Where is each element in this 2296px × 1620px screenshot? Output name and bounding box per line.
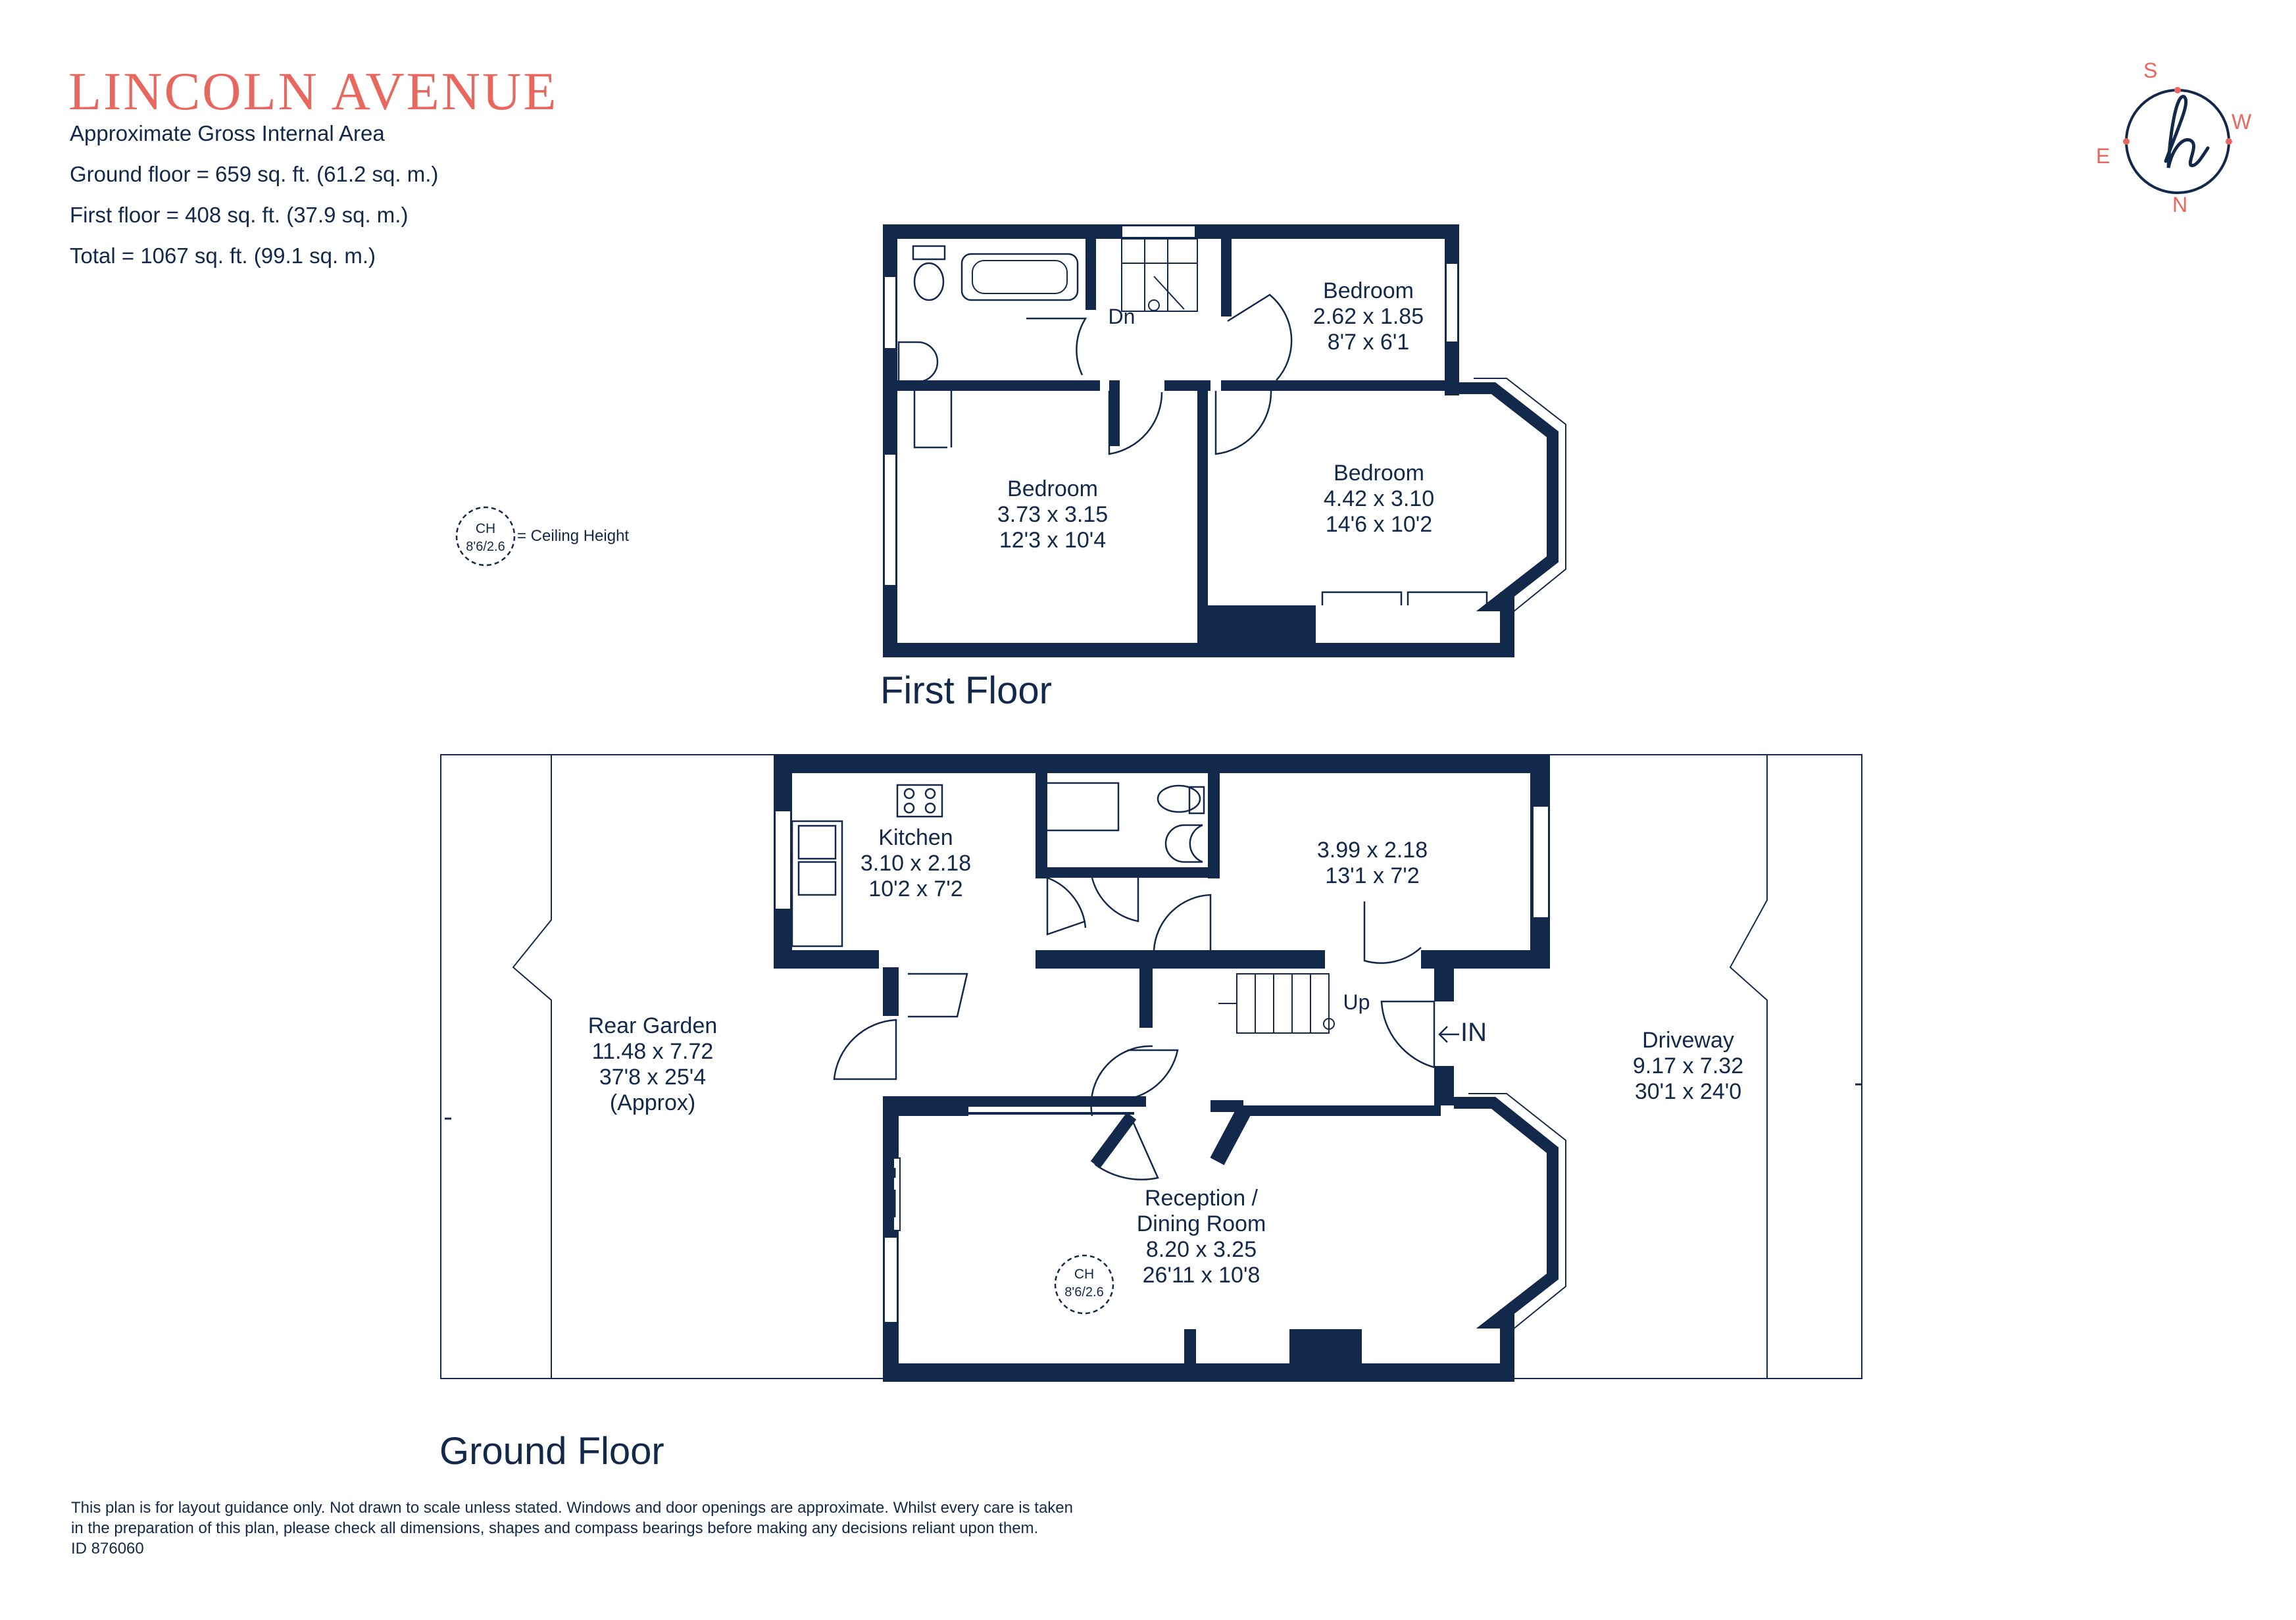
ff-bedroom-right-metric: 4.42 x 3.10 bbox=[1323, 486, 1435, 511]
hob-icon bbox=[897, 785, 942, 817]
gf-rear-garden-note: (Approx) bbox=[609, 1090, 696, 1115]
ch-legend-text: = Ceiling Height bbox=[517, 527, 630, 545]
reception-ch-marker bbox=[1055, 1255, 1113, 1313]
basin-icon bbox=[899, 342, 937, 382]
gf-stairs-label: Up bbox=[1343, 990, 1370, 1014]
gf-reception-ch-value: 8'6/2.6 bbox=[1064, 1285, 1104, 1300]
gf-driveway-imperial: 30'1 x 24'0 bbox=[1634, 1079, 1742, 1104]
ff-bedroom-small-imperial: 8'7 x 6'1 bbox=[1327, 330, 1410, 355]
ground-wc-fittings bbox=[1047, 783, 1204, 862]
disclaimer-id: ID 876060 bbox=[71, 1540, 144, 1557]
disclaimer bbox=[71, 1498, 1321, 1559]
ff-stairs-label: Dn bbox=[1108, 305, 1136, 328]
gf-front-room-imperial: 13'1 x 7'2 bbox=[1325, 863, 1420, 888]
disclaimer-line-2: in the preparation of this plan, please check all dimensions, shapes and compass bearings before making any decisions reliant upon them. bbox=[71, 1519, 1039, 1537]
ch-legend-value: 8'6/2.6 bbox=[466, 540, 505, 554]
compass-north: N bbox=[2172, 193, 2188, 216]
gf-rear-garden-imperial: 37'8 x 25'4 bbox=[599, 1065, 707, 1090]
ff-bedroom-right-name: Bedroom bbox=[1334, 461, 1424, 486]
ff-bedroom-small-name: Bedroom bbox=[1323, 278, 1414, 303]
toilet-icon bbox=[914, 263, 943, 300]
ground-floor-label: Ground Floor bbox=[439, 1430, 664, 1473]
toilet-icon bbox=[1158, 786, 1200, 812]
gf-driveway-metric: 9.17 x 7.32 bbox=[1632, 1053, 1744, 1078]
ff-bedroom-small-metric: 2.62 x 1.85 bbox=[1312, 304, 1424, 329]
gf-reception-imperial: 26'11 x 10'8 bbox=[1142, 1263, 1260, 1288]
gf-kitchen-metric: 3.10 x 2.18 bbox=[860, 851, 972, 876]
gf-reception-name: Reception / bbox=[1145, 1186, 1258, 1211]
ff-bedroom-right-imperial: 14'6 x 10'2 bbox=[1325, 512, 1433, 537]
gf-front-room-metric: 3.99 x 2.18 bbox=[1316, 838, 1428, 863]
ground-floor-stairs-icon bbox=[1218, 974, 1334, 1033]
gf-kitchen-name: Kitchen bbox=[878, 825, 953, 850]
ground-floor-area: Ground floor = 659 sq. ft. (61.2 sq. m.) bbox=[70, 162, 439, 186]
gf-rear-garden-name: Rear Garden bbox=[587, 1013, 718, 1038]
total-area: Total = 1067 sq. ft. (99.1 sq. m.) bbox=[70, 243, 376, 268]
gf-driveway-name: Driveway bbox=[1642, 1028, 1734, 1053]
disclaimer-line-1: This plan is for layout guidance only. Not drawn to scale unless stated. Windows and door openings are approximate. Whilst every care is taken bbox=[71, 1499, 1074, 1517]
first-floor-plan bbox=[883, 224, 1566, 657]
property-title: LINCOLN AVENUE bbox=[68, 61, 559, 121]
entrance-arrow-icon bbox=[1439, 1026, 1459, 1042]
area-heading: Approximate Gross Internal Area bbox=[70, 121, 385, 145]
ff-bedroom-left-imperial: 12'3 x 10'4 bbox=[999, 528, 1107, 553]
gf-reception-name2: Dining Room bbox=[1136, 1211, 1266, 1236]
first-floor-label: First Floor bbox=[880, 669, 1052, 712]
gf-reception-metric: 8.20 x 3.25 bbox=[1145, 1237, 1257, 1262]
ff-bedroom-left-name: Bedroom bbox=[1007, 476, 1098, 501]
gf-kitchen-imperial: 10'2 x 7'2 bbox=[868, 876, 963, 901]
gf-entrance-label: IN bbox=[1460, 1018, 1487, 1047]
gf-reception-ch-label: CH bbox=[1074, 1267, 1095, 1282]
ch-legend-label: CH bbox=[475, 521, 496, 536]
first-floor-area: First floor = 408 sq. ft. (37.9 sq. m.) bbox=[70, 203, 409, 227]
sink-icon bbox=[799, 826, 836, 859]
basin-icon bbox=[1166, 825, 1203, 862]
compass-south: S bbox=[2143, 59, 2158, 82]
compass-west: W bbox=[2232, 110, 2252, 134]
ff-bedroom-left-metric: 3.73 x 3.15 bbox=[997, 502, 1109, 527]
compass-east: E bbox=[2096, 144, 2110, 168]
gf-rear-garden-metric: 11.48 x 7.72 bbox=[591, 1039, 714, 1064]
first-floor-stairs-icon bbox=[1122, 239, 1197, 311]
